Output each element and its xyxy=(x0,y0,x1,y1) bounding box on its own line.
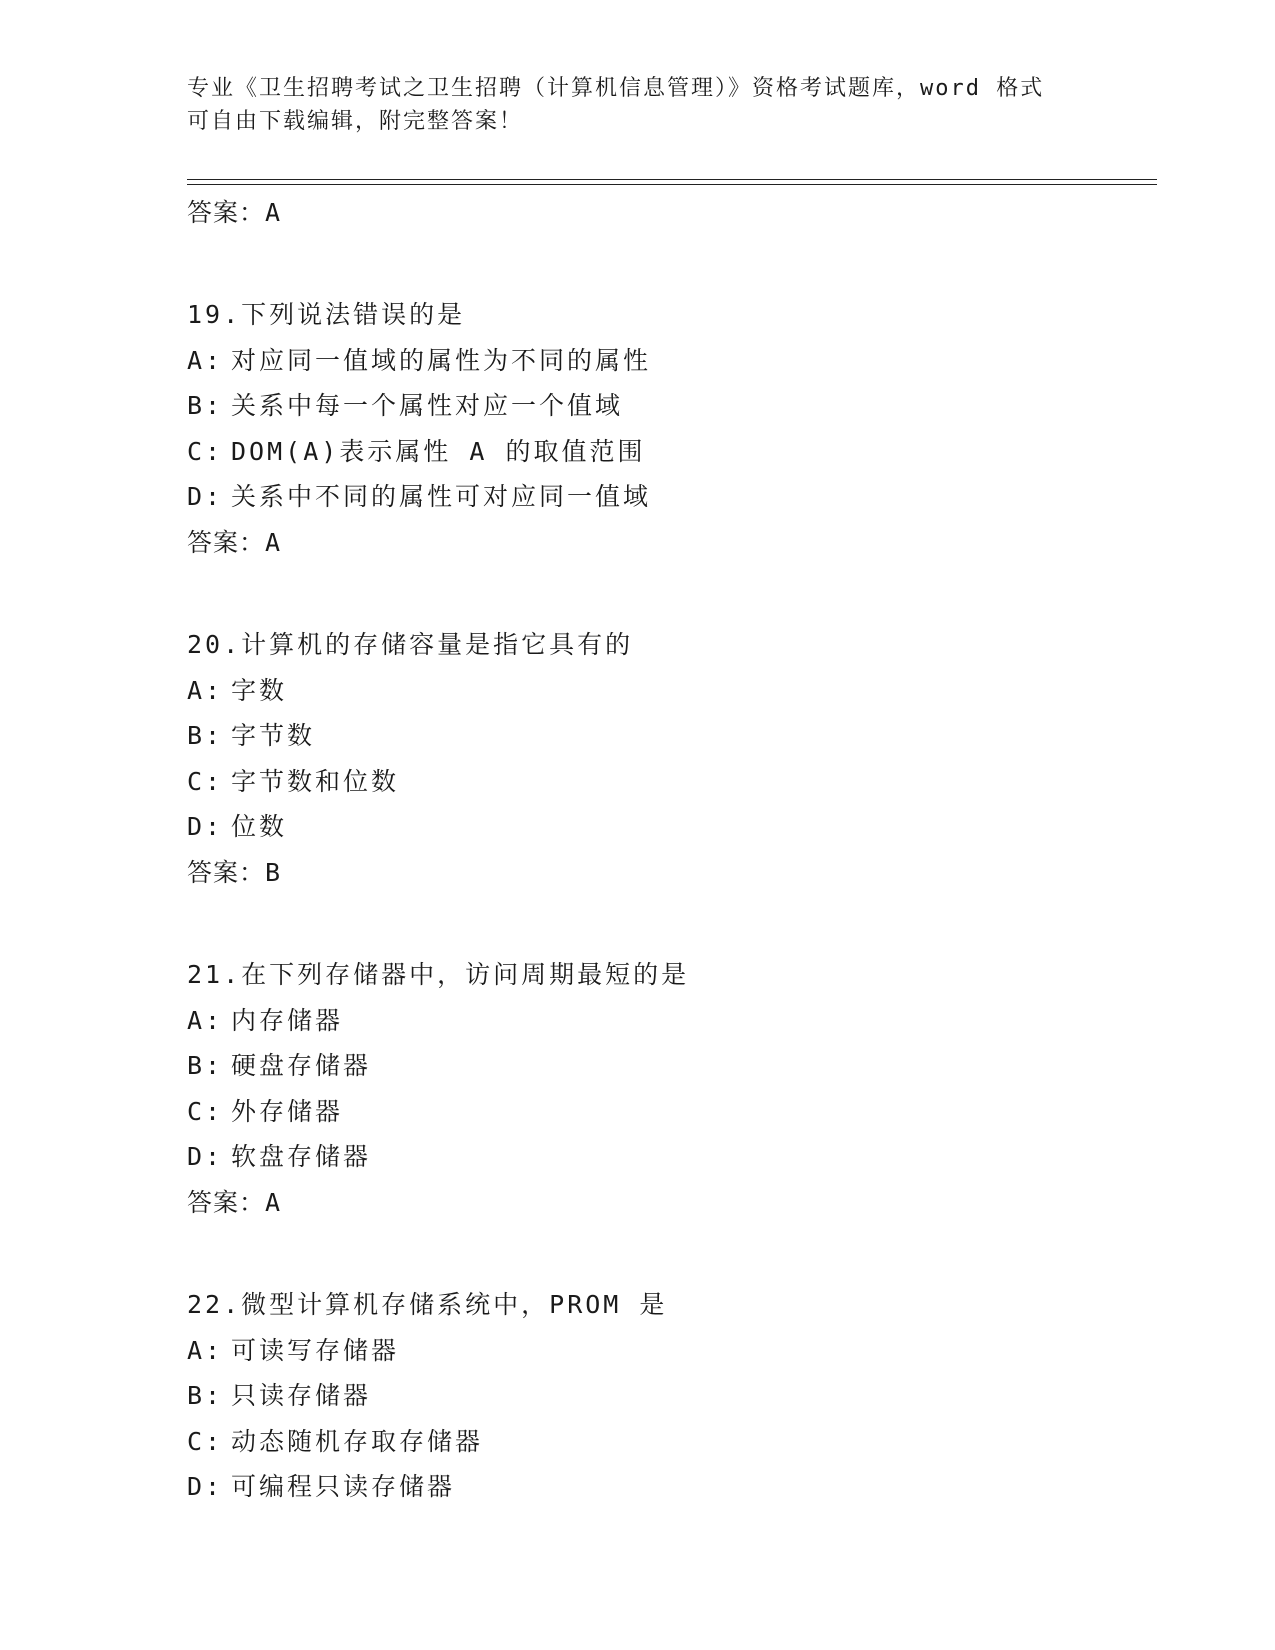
answer-value: B xyxy=(265,857,282,887)
question-title: 20.计算机的存储容量是指它具有的 xyxy=(187,629,634,659)
option-c xyxy=(187,759,1147,805)
option-a xyxy=(187,998,1147,1044)
option-key: A: xyxy=(187,675,224,705)
question-list xyxy=(187,190,1147,1510)
option-text: 外存储器 xyxy=(231,1096,344,1126)
option-key: D: xyxy=(187,812,224,842)
answer-line xyxy=(187,190,1147,236)
header-rule-bottom xyxy=(187,184,1157,185)
option-key: C: xyxy=(187,1096,224,1126)
question-block xyxy=(187,622,1147,896)
option-key: D: xyxy=(187,1472,224,1502)
option-key: C: xyxy=(187,766,224,796)
option-text: 内存储器 xyxy=(231,1005,344,1035)
option-c xyxy=(187,1419,1147,1465)
option-d xyxy=(187,1464,1147,1510)
option-key: D: xyxy=(187,1142,224,1172)
option-text: 关系中每一个属性对应一个值域 xyxy=(231,391,624,421)
option-key: A: xyxy=(187,1335,224,1365)
option-text: 字节数 xyxy=(231,721,316,751)
option-key: B: xyxy=(187,391,224,421)
option-d xyxy=(187,1134,1147,1180)
option-a xyxy=(187,1328,1147,1374)
answer-line xyxy=(187,1180,1147,1226)
option-key: D: xyxy=(187,482,224,512)
header-rule-top xyxy=(187,179,1157,180)
option-b xyxy=(187,383,1147,429)
option-d xyxy=(187,804,1147,850)
question-title: 22.微型计算机存储系统中，PROM 是 xyxy=(187,1289,668,1319)
answer-line xyxy=(187,520,1147,566)
option-text: 可编程只读存储器 xyxy=(231,1472,456,1502)
option-b xyxy=(187,713,1147,759)
option-key: A: xyxy=(187,1005,224,1035)
answer-label: 答案： xyxy=(187,198,266,227)
option-key: B: xyxy=(187,1051,224,1081)
option-text: 字数 xyxy=(231,675,288,705)
option-text: 位数 xyxy=(231,812,288,842)
option-a xyxy=(187,668,1147,714)
option-d xyxy=(187,474,1147,520)
option-c xyxy=(187,1089,1147,1135)
option-key: B: xyxy=(187,721,224,751)
option-a xyxy=(187,338,1147,384)
document-header xyxy=(187,72,1087,138)
option-key: C: xyxy=(187,436,224,466)
question-block xyxy=(187,1282,1147,1510)
option-text: 硬盘存储器 xyxy=(231,1051,372,1081)
question-block xyxy=(187,952,1147,1226)
answer-label: 答案： xyxy=(187,527,266,557)
option-text: 对应同一值域的属性为不同的属性 xyxy=(231,345,652,375)
option-b xyxy=(187,1373,1147,1419)
option-key: A: xyxy=(187,345,224,375)
question-title: 19.下列说法错误的是 xyxy=(187,300,466,329)
option-text: 只读存储器 xyxy=(231,1381,372,1411)
option-text: 字节数和位数 xyxy=(231,766,400,796)
answer-label: 答案： xyxy=(187,1187,266,1217)
answer-label: 答案： xyxy=(187,857,266,887)
option-c xyxy=(187,429,1147,475)
option-text: DOM(A)表示属性 A 的取值范围 xyxy=(231,436,646,466)
option-key: B: xyxy=(187,1381,224,1411)
option-text: 动态随机存取存储器 xyxy=(231,1426,484,1456)
option-b xyxy=(187,1043,1147,1089)
answer-value: A xyxy=(265,527,282,557)
answer-value: A xyxy=(265,198,282,227)
question-block xyxy=(187,292,1147,566)
option-text: 关系中不同的属性可对应同一值域 xyxy=(231,482,652,512)
question-title: 21.在下列存储器中，访问周期最短的是 xyxy=(187,959,690,989)
option-text: 可读写存储器 xyxy=(231,1335,400,1365)
option-key: C: xyxy=(187,1426,224,1456)
answer-value: A xyxy=(265,1187,282,1217)
header-line-2: 可自由下载编辑，附完整答案！ xyxy=(187,109,524,134)
option-text: 软盘存储器 xyxy=(231,1142,372,1172)
header-line-1: 专业《卫生招聘考试之卫生招聘（计算机信息管理）》资格考试题库，word 格式 xyxy=(187,76,1045,101)
answer-line xyxy=(187,850,1147,896)
